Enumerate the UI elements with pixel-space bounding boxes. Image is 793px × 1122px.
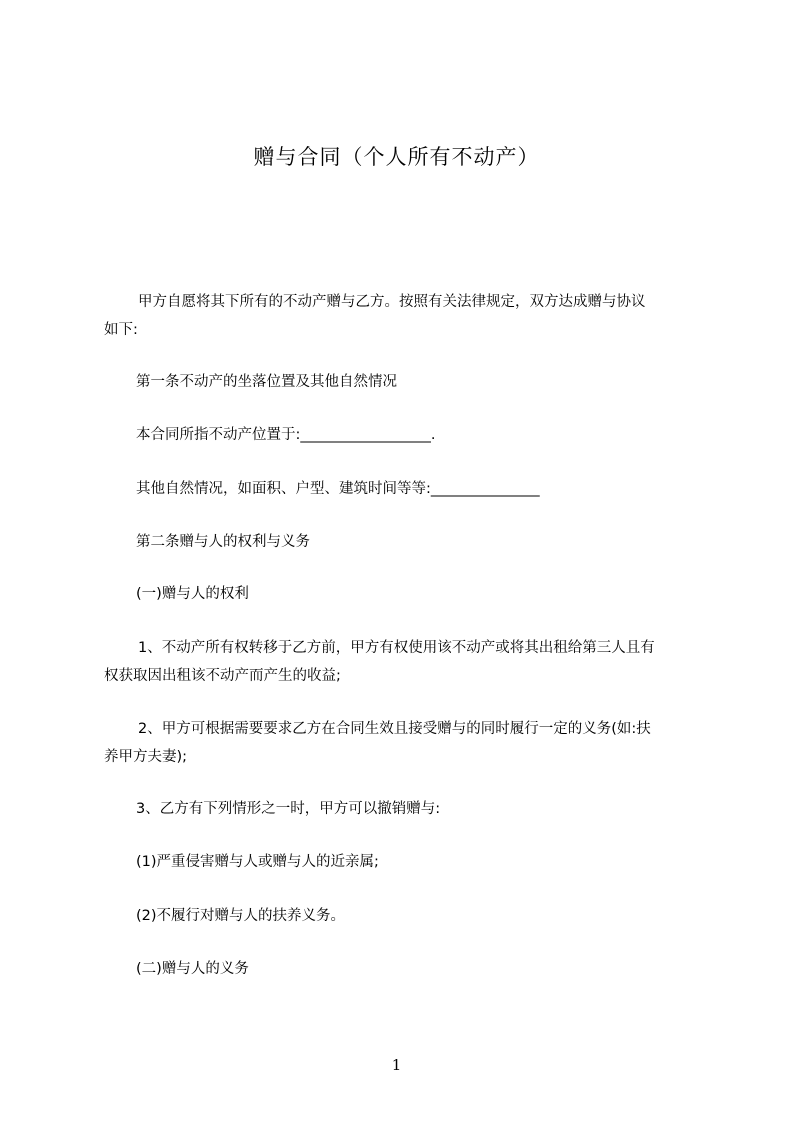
paragraph-right-3: 3、乙方有下列情形之一时，甲方可以撤销赠与: bbox=[136, 801, 441, 817]
paragraph-revocation-1: (1)严重侵害赠与人或赠与人的近亲属; bbox=[136, 854, 379, 870]
paragraph-line: 2、甲方可根据需要要求乙方在合同生效且接受赠与的同时履行一定的义务(如:扶 bbox=[138, 721, 651, 737]
paragraph-line: 权获取因出租该不动产而产生的收益; bbox=[104, 668, 341, 684]
paragraph-intro bbox=[104, 288, 708, 344]
paragraph-location: 本合同所指不动产位置于:__________________. bbox=[136, 427, 436, 443]
section-heading-article-1: 第一条不动产的坐落位置及其他自然情况 bbox=[136, 374, 397, 390]
subsection-heading-obligations: (二)赠与人的义务 bbox=[136, 961, 249, 977]
paragraph-line: 如下: bbox=[104, 322, 138, 338]
paragraph-line: 1、不动产所有权转移于乙方前，甲方有权使用该不动产或将其出租给第三人且有 bbox=[138, 640, 655, 656]
paragraph-line: 养甲方夫妻); bbox=[104, 749, 188, 765]
document-title: 赠与合同（个人所有不动产） bbox=[253, 145, 540, 169]
paragraph-right-2 bbox=[104, 715, 708, 771]
paragraph-right-1 bbox=[104, 634, 708, 690]
paragraph-line: 甲方自愿将其下所有的不动产赠与乙方。按照有关法律规定，双方达成赠与协议 bbox=[138, 294, 646, 310]
paragraph-revocation-2: (2)不履行对赠与人的扶养义务。 bbox=[136, 908, 346, 924]
paragraph-other-conditions: 其他自然情况，如面积、户型、建筑时间等等:_______________ bbox=[136, 481, 540, 497]
page-number: 1 bbox=[391, 1056, 402, 1074]
subsection-heading-rights: (一)赠与人的权利 bbox=[136, 586, 249, 602]
section-heading-article-2: 第二条赠与人的权利与义务 bbox=[136, 534, 310, 550]
